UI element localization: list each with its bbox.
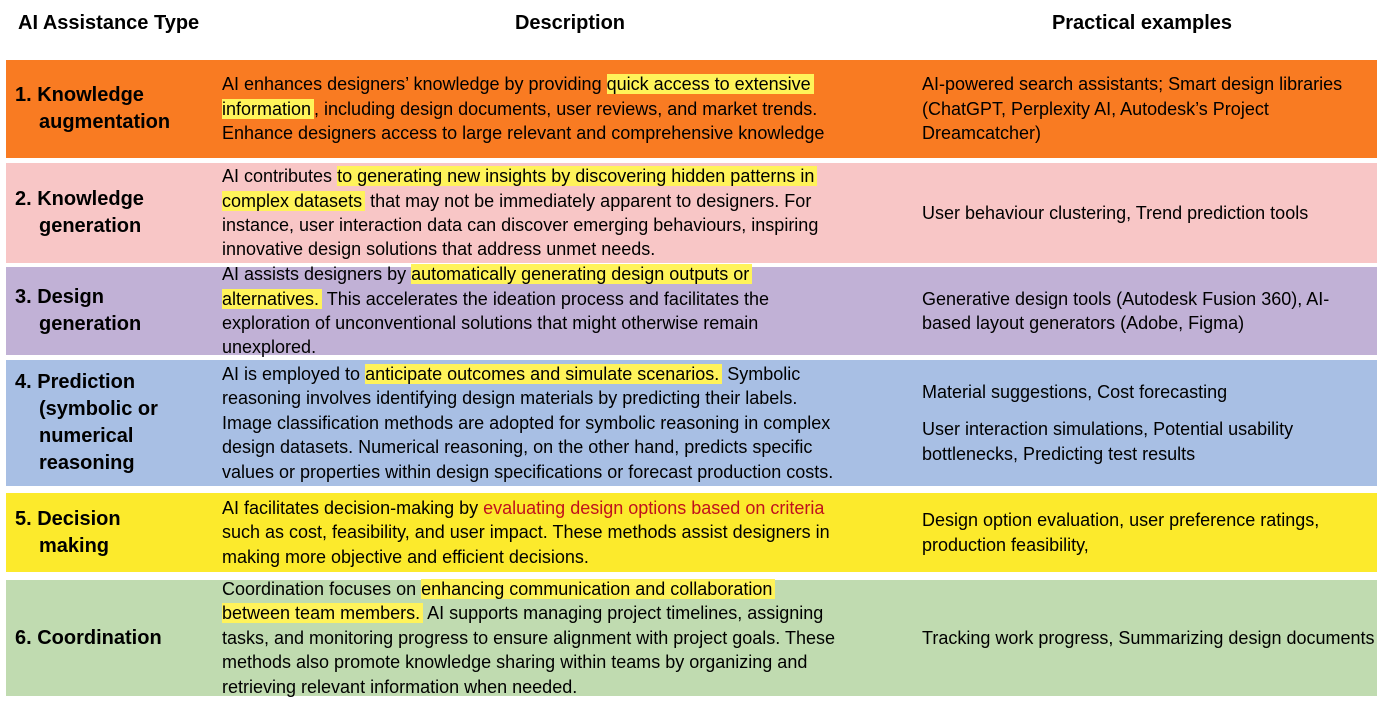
description-line	[222, 121, 922, 145]
description-line	[222, 262, 922, 286]
practical-example: Tracking work progress, Summarizing design documents	[922, 627, 1375, 648]
column-header-ai-assistance-type: AI Assistance Type	[18, 12, 200, 34]
description-line	[222, 675, 922, 699]
assistance-type-label: generation	[39, 215, 142, 237]
description-cell	[222, 360, 922, 486]
table-row-knowledge-augmentation	[6, 60, 1377, 158]
table-row-decision-making	[6, 493, 1377, 572]
description-text: values or properties within design specifications or forecast production costs.	[222, 461, 834, 482]
description-text: retrieving relevant information when needed.	[222, 676, 578, 697]
description-text: making more objective and efficient decisions.	[222, 546, 589, 567]
assistance-type-label: 2. Knowledge	[15, 188, 144, 210]
practical-examples-cell	[922, 493, 1377, 572]
description-text: innovative design solutions that address unmet needs.	[222, 239, 656, 260]
emphasized-text: evaluating design options based on criteria	[483, 497, 825, 518]
table-row-coordination	[6, 580, 1377, 696]
highlighted-text: to generating new insights by discovering hidden patterns in	[337, 166, 817, 186]
description-line	[222, 362, 922, 386]
description-text: AI facilitates decision-making by	[222, 497, 484, 518]
assistance-type-cell	[6, 493, 216, 572]
assistance-type-label: reasoning	[39, 452, 135, 474]
description-line	[222, 97, 922, 121]
description-text: AI contributes	[222, 166, 338, 187]
practical-example: User behaviour clustering, Trend prediction tools	[922, 202, 1309, 223]
description-text: , including design documents, user reviews, and market trends.	[314, 98, 818, 119]
description-text: Enhance designers access to large relevant and comprehensive knowledge	[222, 123, 825, 144]
assistance-type-label: 1. Knowledge	[15, 84, 144, 106]
description-text: Symbolic	[722, 363, 801, 384]
description-line	[222, 601, 922, 625]
description-text: AI is employed to	[222, 363, 366, 384]
description-line	[222, 411, 922, 435]
description-line	[222, 164, 922, 188]
description-cell	[222, 580, 922, 696]
description-line	[222, 287, 922, 311]
description-text: AI assists designers by	[222, 264, 412, 285]
description-text: design datasets. Numerical reasoning, on the other hand, predicts specific	[222, 437, 813, 458]
description-line	[222, 213, 922, 237]
practical-examples-cell	[922, 163, 1377, 263]
practical-example: User interaction simulations, Potential usability bottlenecks, Predicting test results	[922, 419, 1294, 464]
assistance-type-label: 4. Prediction	[15, 371, 136, 393]
description-cell	[222, 163, 922, 263]
description-text: reasoning involves identifying design materials by predicting their labels.	[222, 388, 798, 409]
assistance-type-label: 5. Decision	[15, 507, 121, 530]
description-line	[222, 386, 922, 410]
highlighted-text: anticipate outcomes and simulate scenarios.	[365, 364, 722, 384]
description-line	[222, 650, 922, 674]
assistance-type-cell	[6, 580, 216, 696]
assistance-type-label: 6. Coordination	[15, 626, 162, 649]
assistance-type-cell	[6, 360, 216, 486]
description-line	[222, 496, 922, 520]
description-line	[222, 626, 922, 650]
description-text: such as cost, feasibility, and user impact. These methods assist designers in	[222, 522, 830, 543]
practical-examples-cell	[922, 267, 1377, 355]
description-line	[222, 435, 922, 459]
assistance-type-cell	[6, 267, 216, 355]
description-text: exploration of unconventional solutions that might otherwise remain	[222, 313, 759, 333]
assistance-type-label: 3. Design	[15, 286, 104, 308]
assistance-type-cell	[6, 163, 216, 263]
practical-example: Design option evaluation, user preference ratings, production feasibility,	[922, 510, 1320, 555]
description-text: tasks, and monitoring progress to ensure alignment with project goals. These	[222, 627, 835, 648]
description-cell	[222, 264, 922, 358]
description-text: instance, user interaction data can discover emerging behaviours, inspiring	[222, 215, 819, 235]
practical-example: Material suggestions, Cost forecasting	[922, 381, 1228, 402]
description-line	[222, 311, 922, 335]
column-header-description: Description	[514, 12, 626, 34]
description-line	[222, 335, 922, 359]
practical-examples-cell	[922, 580, 1377, 696]
practical-examples-cell	[922, 60, 1377, 158]
description-line	[222, 72, 922, 96]
description-line	[222, 460, 922, 484]
description-line	[222, 189, 922, 213]
practical-example: AI-powered search assistants; Smart design libraries (ChatGPT, Perplexity AI, Autodesk’s Project Dreamcatcher)	[922, 74, 1343, 144]
description-text: Image classification methods are adopted for symbolic reasoning in complex	[222, 412, 831, 433]
description-line	[222, 237, 922, 261]
assistance-type-label: augmentation	[39, 111, 171, 133]
description-line	[222, 545, 922, 569]
description-text: unexplored.	[222, 337, 317, 358]
practical-examples-cell	[922, 360, 1377, 486]
table-row-knowledge-generation	[6, 163, 1377, 263]
assistance-type-cell	[6, 60, 216, 158]
description-text: that may not be immediately apparent to designers. For	[365, 190, 812, 211]
table-row-design-generation	[6, 264, 1377, 358]
highlighted-text: automatically generating design outputs or	[411, 264, 752, 284]
table-row-prediction	[6, 360, 1377, 486]
description-text: methods also promote knowledge sharing within teams by organizing and	[222, 652, 808, 673]
highlighted-text: information	[222, 99, 314, 119]
highlighted-text: complex datasets	[222, 191, 365, 211]
assistance-type-label: numerical	[39, 425, 134, 447]
description-text: Coordination focuses on	[222, 578, 422, 599]
highlighted-text: enhancing communication and collaboration	[421, 579, 775, 599]
highlighted-text: between team members.	[222, 603, 423, 623]
description-line	[222, 577, 922, 601]
assistance-type-label: (symbolic or	[39, 398, 158, 420]
description-text: AI supports managing project timelines, assigning	[423, 603, 824, 624]
description-cell	[222, 493, 922, 572]
column-header-practical-examples: Practical examples	[1051, 12, 1233, 34]
description-text: This accelerates the ideation process and facilitates the	[322, 288, 769, 309]
description-cell	[222, 60, 922, 158]
description-line	[222, 520, 922, 544]
assistance-type-label: making	[39, 534, 110, 557]
assistance-type-label: generation	[39, 313, 142, 335]
description-text: AI enhances designers’ knowledge by providing	[222, 74, 607, 95]
practical-example: Generative design tools (Autodesk Fusion 360), AI-based layout generators (Adobe, Figma)	[922, 288, 1330, 333]
highlighted-text: alternatives.	[222, 289, 322, 309]
highlighted-text: quick access to extensive	[607, 74, 814, 94]
